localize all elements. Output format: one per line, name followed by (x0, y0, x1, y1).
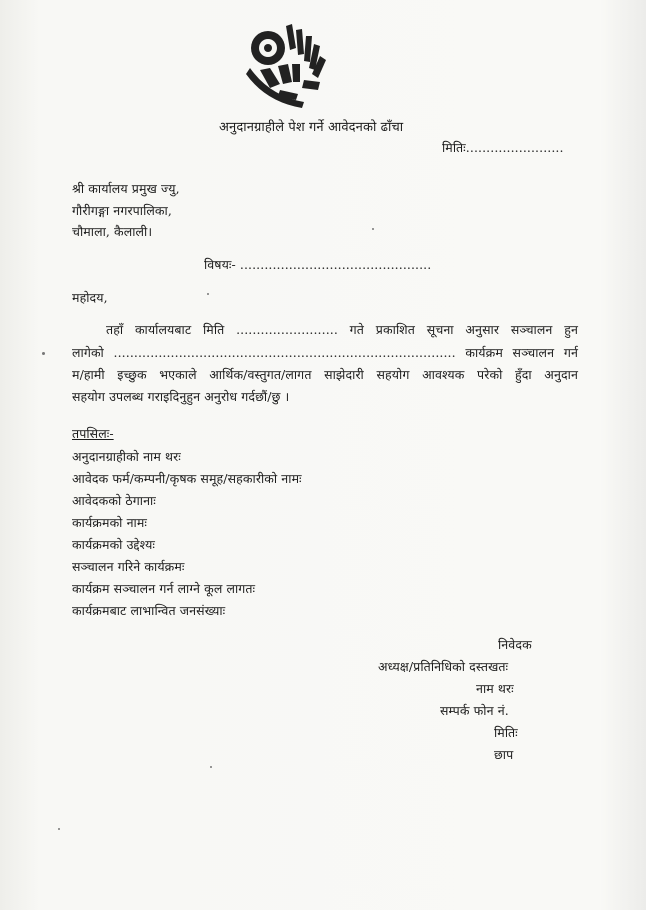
detail-item: अनुदानग्राहीको नाम थरः (72, 449, 181, 464)
signature-date-label: मितिः (494, 725, 518, 740)
date-field-top: मितिः........................ (442, 140, 564, 155)
detail-item: आवेदकको ठेगानाः (72, 493, 156, 508)
form-heading: अनुदानग्राहीले पेश गर्ने आवेदनको ढाँचा (219, 120, 404, 135)
body-line-2: लागेको .................................................................................... कार्यक्रम सञ्चालन गर्न (72, 345, 578, 360)
body-line-4: सहयोग उपलब्ध गराइदिनुहुन अनुरोध गर्दछौं/छु । (72, 389, 290, 404)
signature-label: अध्यक्ष/प्रतिनिधिको दस्तखतः (378, 659, 509, 674)
applicant-label: निवेदक (498, 637, 532, 652)
detail-item: कार्यक्रमबाट लाभान्वित जनसंख्याः (72, 603, 226, 618)
paper-speck (210, 766, 212, 768)
detail-item: सञ्चालन गरिने कार्यक्रमः (72, 559, 185, 574)
subject-line: विषयः- ............................................... (204, 257, 432, 272)
paper-speck (58, 828, 60, 830)
detail-item: कार्यक्रमको उद्देश्यः (72, 537, 155, 552)
detail-item: कार्यक्रम सञ्चालन गर्न लाग्ने कूल लागतः (72, 581, 256, 596)
municipality-seal-icon (240, 18, 332, 110)
salutation: महोदय, (72, 290, 108, 305)
detail-item: कार्यक्रमको नामः (72, 515, 147, 530)
paper-speck (372, 228, 374, 230)
body-line-3: म/हामी इच्छुक भएकाले आर्थिक/वस्तुगत/लागत साझेदारी सहयोग आवश्यक परेको हुँदा अनुदान (72, 367, 578, 382)
details-title: तपसिलः- (72, 426, 114, 441)
stamp-label: छाप (494, 747, 514, 762)
body-line-1: तहाँ कार्यालयबाट मिति ......................... गते प्रकाशित सूचना अनुसार सञ्चालन हुन (106, 322, 578, 337)
paper-speck (207, 293, 209, 295)
phone-label: सम्पर्क फोन नं. (440, 703, 509, 718)
address-line-1: श्री कार्यालय प्रमुख ज्यु, (72, 181, 180, 196)
name-label: नाम थरः (476, 681, 514, 696)
address-line-2: गौरीगङ्गा नगरपालिका, (72, 203, 172, 218)
address-line-3: चौमाला, कैलाली। (72, 224, 153, 239)
detail-item: आवेदक फर्म/कम्पनी/कृषक समूह/सहकारीको नामः (72, 471, 302, 486)
paper-speck (42, 352, 45, 355)
